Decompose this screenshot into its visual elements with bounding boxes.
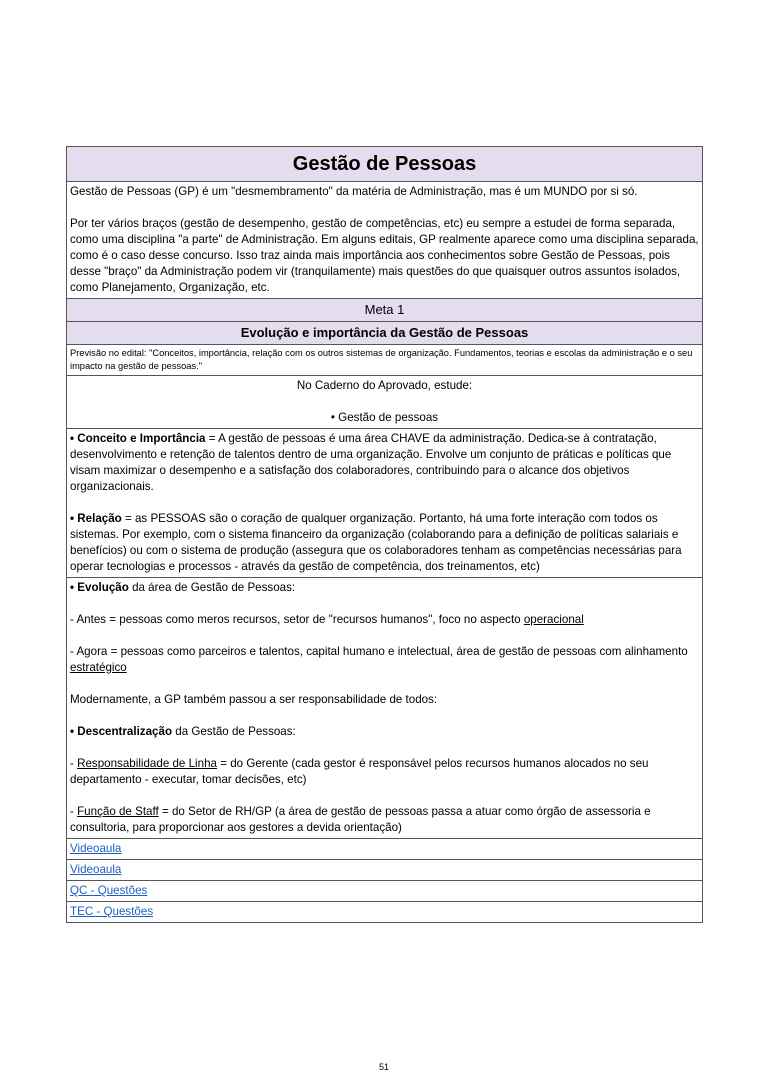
qc-questions-link[interactable]: QC - Questões <box>70 884 148 897</box>
staff-underlined: Função de Staff <box>77 805 159 818</box>
concept-label: Conceito e Importância <box>77 432 206 445</box>
intro-paragraph-1: Gestão de Pessoas (GP) é um "desmembramento" da matéria de Administração, mas é um MUNDO por si só. <box>70 185 638 198</box>
content-table <box>66 146 703 923</box>
decentralization-label: Descentralização <box>77 725 173 738</box>
decentralization-text: da Gestão de Pessoas: <box>172 725 296 738</box>
now-paragraph <box>70 644 699 676</box>
intro-paragraph-2: Por ter vários braços (gestão de desempenho, gestão de competências, etc) eu sempre a estudei de forma separada, como uma disciplina "a parte" de Administração. Em alguns editais, GP realmente aparece como uma disciplina separada, como é o caso desse concurso. Isso traz ainda mais importância aos conhecimentos sobre Gestão de Pessoas, pois desse "braço" da Administração podem vir (tranquilamente) mais questões do que quaisquer outros assuntos isolados, como Planejamento, Organização, etc. <box>70 217 699 294</box>
videoaula-link[interactable]: Videoaula <box>70 842 122 855</box>
modern-paragraph: Modernamente, a GP também passou a ser responsabilidade de todos: <box>70 693 438 706</box>
concept-cell <box>67 429 703 578</box>
caderno-instruction: No Caderno do Aprovado, estude: <box>296 379 473 392</box>
link-cell <box>67 839 703 860</box>
before-underlined: operacional <box>523 613 584 626</box>
line-dash: - <box>70 757 78 770</box>
topic-header: Evolução e importância da Gestão de Pessoas <box>67 322 703 345</box>
decentralization-heading <box>70 724 699 740</box>
concept-paragraph <box>70 431 699 495</box>
staff-text: = do Setor de RH/GP (a área de gestão de pessoas passa a atuar como órgão de assessoria e consultoria, para proporcionar aos gestores a devida orientação) <box>70 805 651 834</box>
evolution-cell <box>67 578 703 839</box>
meta-header: Meta 1 <box>67 299 703 322</box>
relation-text: = as PESSOAS são o coração de qualquer organização. Portanto, há uma forte interação com todos os sistemas. Por exemplo, com o sistema financeiro da organização (colaborando para a definição de políticas salariais e benefícios) ou com o sistema de produção (assegura que os colaboradores tenham as competências necessárias para operar tecnologias e processos - através da gestão de competência, dos treinamentos, etc) <box>70 512 682 573</box>
before-text: - Antes = pessoas como meros recursos, setor de "recursos humanos", foco no aspecto <box>70 613 524 626</box>
caderno-item: • Gestão de pessoas <box>330 411 439 424</box>
line-text: = do Gerente (cada gestor é responsável pelos recursos humanos alocados no seu departamento - executar, tomar decisões, etc) <box>70 757 649 786</box>
tec-questions-link[interactable]: TEC - Questões <box>70 905 154 918</box>
relation-label: Relação <box>77 512 122 525</box>
intro-cell <box>67 182 703 299</box>
caderno-cell <box>67 376 703 429</box>
relation-paragraph <box>70 511 699 575</box>
concept-bullet: • <box>70 432 75 445</box>
concept-text: = A gestão de pessoas é uma área CHAVE da administração. Dedica-se à contratação, desenvolvimento e retenção de talentos dentro de uma organização. Envolve um conjunto de práticas e políticas que visam maximizar o desempenho e a satisfação dos colaboradores, contribuindo para o alcance dos objetivos organizacionais. <box>70 432 672 493</box>
before-paragraph <box>70 612 699 628</box>
staff-dash: - <box>70 805 78 818</box>
line-underlined: Responsabilidade de Linha <box>77 757 217 770</box>
staff-function-paragraph <box>70 804 699 836</box>
evolution-label: Evolução <box>77 581 129 594</box>
line-responsibility-paragraph <box>70 756 699 788</box>
link-cell <box>67 881 703 902</box>
evolution-text: da área de Gestão de Pessoas: <box>128 581 296 594</box>
relation-bullet: • <box>70 512 75 525</box>
decentralization-bullet: • <box>70 725 75 738</box>
page-number: 51 <box>378 1062 389 1072</box>
now-underlined: estratégico <box>70 661 127 674</box>
link-cell <box>67 902 703 923</box>
evolution-heading <box>70 580 699 596</box>
now-text: - Agora = pessoas como parceiros e talentos, capital humano e intelectual, área de gestão de pessoas com alinhamento <box>70 645 688 658</box>
edital-note: Previsão no edital: "Conceitos, importância, relação com os outros sistemas de organização. Fundamentos, teorias e escolas da administração e o seu impacto na gestão de pessoas." <box>67 345 703 376</box>
page-title: Gestão de Pessoas <box>67 147 703 182</box>
evolution-bullet: • <box>70 581 75 594</box>
link-cell <box>67 860 703 881</box>
videoaula-link[interactable]: Videoaula <box>70 863 122 876</box>
